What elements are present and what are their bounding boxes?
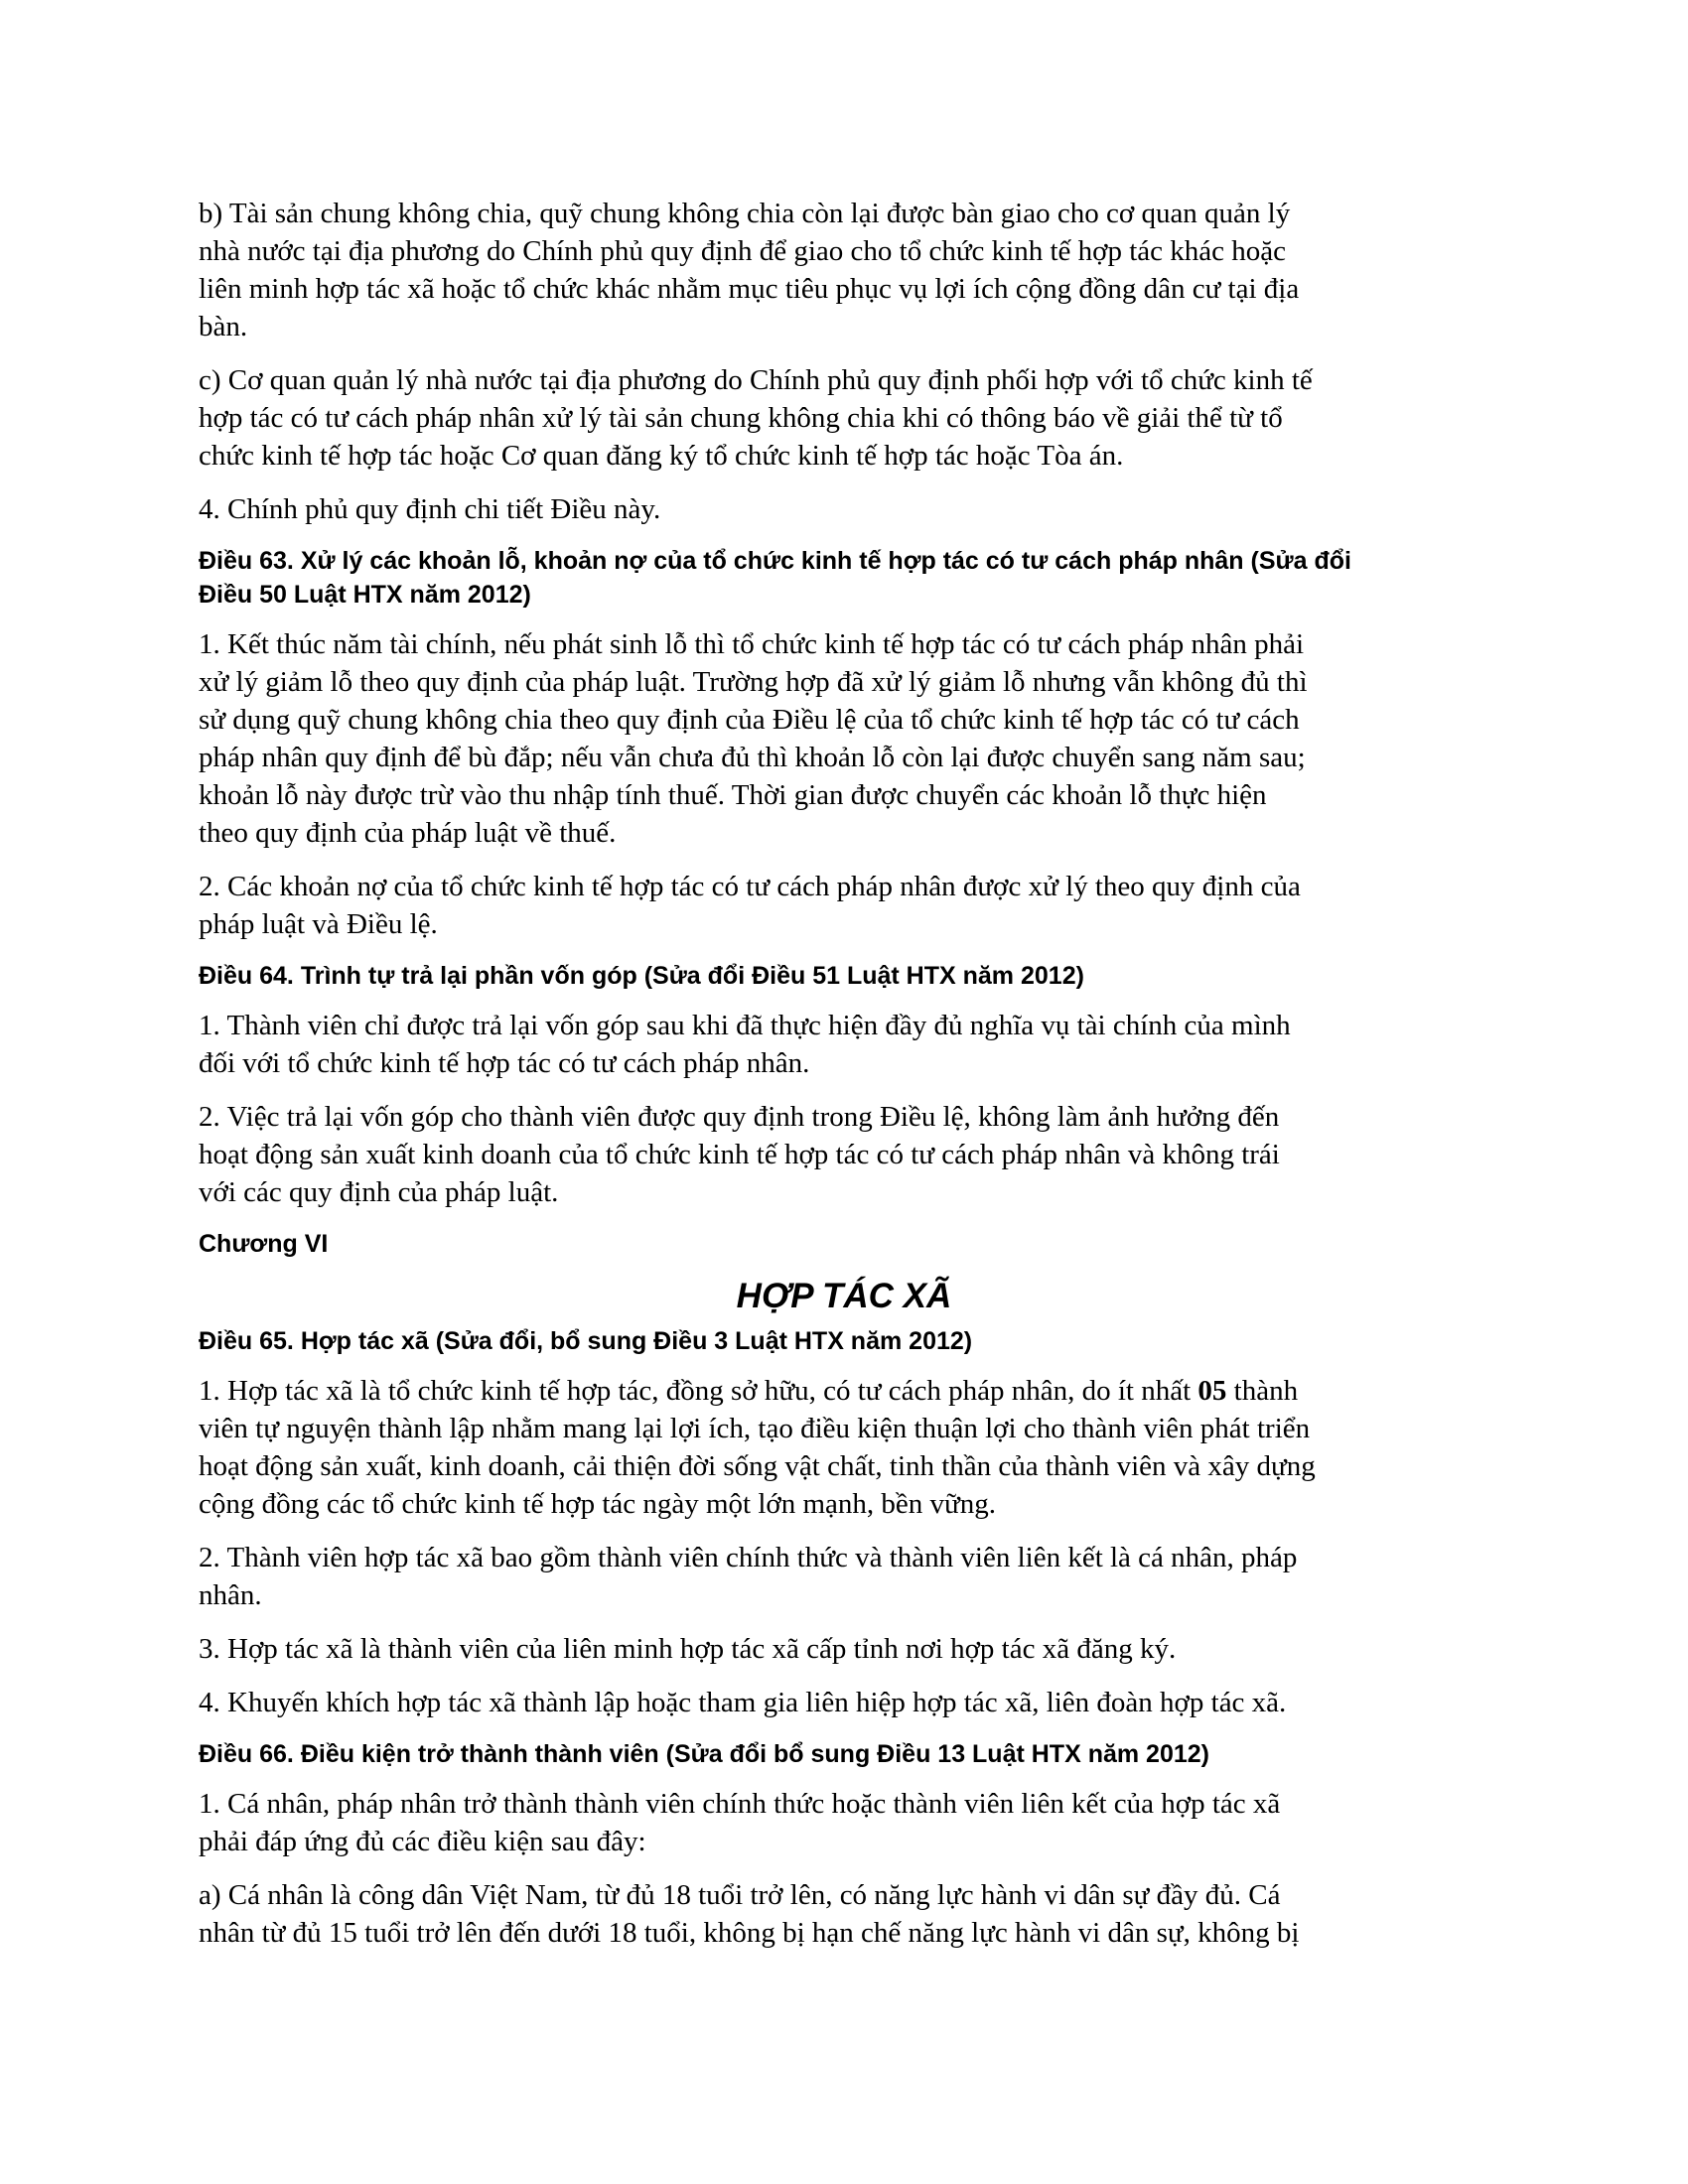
article-64-clause-2: 2. Việc trả lại vốn góp cho thành viên được quy định trong Điều lệ, không làm ảnh hưởng đến hoạt động sản xuất kinh doanh của tổ chức kinh tế hợp tác có tư cách pháp nhân và không trái với các quy định của pháp luật. — [199, 1101, 1280, 1208]
clause-text-after: thành viên tự nguyện thành lập nhằm mang lại lợi ích, tạo điều kiện thuận lợi cho thành viên phát triển hoạt động sản xuất, kinh doanh, cải thiện đời sống vật chất, tinh thần của thành viên và xây dựng cộng đồng các tổ chức kinh tế hợp tác ngày một lớn mạnh, bền vững. — [199, 1375, 1316, 1520]
member-count: 05 — [1197, 1375, 1227, 1407]
article-65-clause-3: 3. Hợp tác xã là thành viên của liên minh hợp tác xã cấp tỉnh nơi hợp tác xã đăng ký. — [199, 1633, 1177, 1665]
chapter-label: Chương VI — [199, 1230, 329, 1258]
chapter-title: HỢP TÁC XÃ — [736, 1277, 952, 1315]
article-64-heading: Điều 64. Trình tự trả lại phần vốn góp (Sửa đổi Điều 51 Luật HTX năm 2012) — [199, 962, 1084, 990]
article-63-heading: Điều 63. Xử lý các khoản lỗ, khoản nợ của tổ chức kinh tế hợp tác có tư cách pháp nhân (Sửa đổi Điều 50 Luật HTX năm 2012) — [199, 547, 1351, 609]
article-63-clause-1: 1. Kết thúc năm tài chính, nếu phát sinh lỗ thì tổ chức kinh tế hợp tác có tư cách pháp nhân phải xử lý giảm lỗ theo quy định của pháp luật. Trường hợp đã xử lý giảm lỗ nhưng vẫn không đủ thì sử dụng quỹ chung không chia theo quy định của Điều lệ của tổ chức kinh tế hợp tác có tư cách pháp nhân quy định để bù đắp; nếu vẫn chưa đủ thì khoản lỗ còn lại được chuyển sang năm sau; khoản lỗ này được trừ vào thu nhập tính thuế. Thời gian được chuyển các khoản lỗ thực hiện theo quy định của pháp luật về thuế. — [199, 628, 1308, 849]
article-65-clause-4: 4. Khuyến khích hợp tác xã thành lập hoặc tham gia liên hiệp hợp tác xã, liên đoàn hợp tác xã. — [199, 1687, 1287, 1718]
document-page — [199, 195, 1489, 1968]
paragraph-3b: b) Tài sản chung không chia, quỹ chung không chia còn lại được bàn giao cho cơ quan quản lý nhà nước tại địa phương do Chính phủ quy định để giao cho tổ chức kinh tế hợp tác khác hoặc liên minh hợp tác xã hoặc tổ chức khác nhằm mục tiêu phục vụ lợi ích cộng đồng dân cư tại địa bàn. — [199, 198, 1300, 342]
paragraph-4: 4. Chính phủ quy định chi tiết Điều này. — [199, 493, 661, 525]
article-65-clause-1 — [199, 1372, 1489, 1523]
article-63-clause-2: 2. Các khoản nợ của tổ chức kinh tế hợp tác có tư cách pháp nhân được xử lý theo quy định của pháp luật và Điều lệ. — [199, 871, 1301, 940]
paragraph-3c: c) Cơ quan quản lý nhà nước tại địa phương do Chính phủ quy định phối hợp với tổ chức kinh tế hợp tác có tư cách pháp nhân xử lý tài sản chung không chia khi có thông báo về giải thể từ tổ chức kinh tế hợp tác hoặc Cơ quan đăng ký tổ chức kinh tế hợp tác hoặc Tòa án. — [199, 364, 1313, 472]
article-64-clause-1: 1. Thành viên chỉ được trả lại vốn góp sau khi đã thực hiện đầy đủ nghĩa vụ tài chính của mình đối với tổ chức kinh tế hợp tác có tư cách pháp nhân. — [199, 1010, 1291, 1079]
article-65-heading: Điều 65. Hợp tác xã (Sửa đổi, bổ sung Điều 3 Luật HTX năm 2012) — [199, 1327, 973, 1355]
clause-text-before: 1. Hợp tác xã là tổ chức kinh tế hợp tác, đồng sở hữu, có tư cách pháp nhân, do ít nhất — [199, 1375, 1198, 1407]
article-66-clause-1: 1. Cá nhân, pháp nhân trở thành thành viên chính thức hoặc thành viên liên kết của hợp tác xã phải đáp ứng đủ các điều kiện sau đây: — [199, 1788, 1281, 1857]
article-65-clause-2: 2. Thành viên hợp tác xã bao gồm thành viên chính thức và thành viên liên kết là cá nhân, pháp nhân. — [199, 1542, 1298, 1611]
article-66-clause-1a: a) Cá nhân là công dân Việt Nam, từ đủ 18 tuổi trở lên, có năng lực hành vi dân sự đầy đủ. Cá nhân từ đủ 15 tuổi trở lên đến dưới 18 tuổi, không bị hạn chế năng lực hành vi dân sự, không bị — [199, 1879, 1300, 1949]
article-66-heading: Điều 66. Điều kiện trở thành thành viên (Sửa đổi bổ sung Điều 13 Luật HTX năm 2012) — [199, 1740, 1209, 1768]
